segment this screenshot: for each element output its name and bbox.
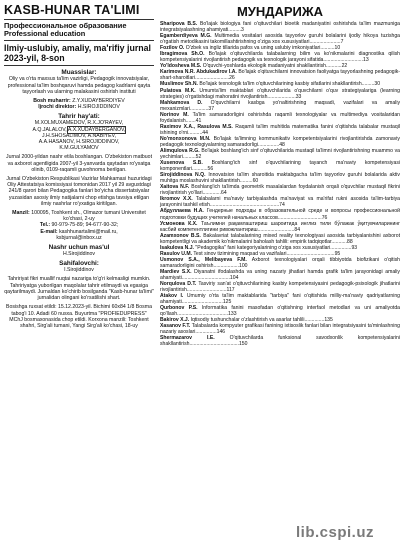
issue-number: 2023-yil, 8-son bbox=[4, 53, 65, 64]
toc-entry-author: Azamxonov B.S. bbox=[160, 232, 201, 239]
toc-entry[interactable] bbox=[160, 323, 400, 335]
toc-entry-title: Talabalarda kompyuter grafikasi fanining ixtisoslik fanlari bilan integratsiyasini ta'minlashning nazariy asoslari...............146 bbox=[160, 323, 400, 336]
toc-entry-author: Norqulova D.T. bbox=[160, 281, 197, 288]
email-label: E-mail: bbox=[40, 228, 58, 235]
toc-entry-author: Xaitova N.F. bbox=[160, 184, 190, 191]
toc-entry-title: Bo'lajak boshlang'ich sinf o'qituvchilarida mustaqil ta'limni rivojlantirishning muammo va yechimlari.........52 bbox=[160, 147, 400, 161]
toc-entry-author: Sharipova B.S. bbox=[160, 21, 198, 27]
toc-entry[interactable] bbox=[160, 221, 400, 233]
toc-entry-title: Multimedia vositalari asosida tayyorlov guruhi bolalarini ijodiy hikoya tuzishga o'rgatish metodikasini takomillashtirishning o'ziga xos xususiyatlari......................7 bbox=[160, 33, 401, 46]
toc-entry-author: Yo'ldosheva M.S. bbox=[160, 63, 202, 70]
toc-entry-title: O'qituvchilarda funksional savodxonlik kompetensiyalarini shakllantirish...................................150 bbox=[160, 335, 400, 348]
toc-entry-title: Bo'lajak o'qituvchilarda talabalarning bilim va ko'nikmalarini diagnostika qilish kompetensiyalarini rivojlantirish pedagogik va texnologik jarayoni sifatida............................13 bbox=[160, 51, 400, 64]
exec-name: H.SIROJIDDINOV bbox=[77, 104, 120, 111]
toc-entry[interactable] bbox=[160, 335, 400, 347]
toc-entry-title: Raqamli ta'lim muhitida matematika fanini o'qitishda talabalar mustaqil ishining o'rni..........44 bbox=[160, 123, 400, 136]
toc-entry-author: Sirojiddinova N.Q. bbox=[160, 172, 206, 179]
toc-entry-author: No'monxonova M.N. bbox=[160, 135, 211, 142]
toc-entry-author: Усмонова К.Х. bbox=[160, 220, 198, 227]
toc-entry-author: Shermazarov I.E. bbox=[160, 335, 215, 342]
issue-divider bbox=[4, 65, 154, 66]
contents-title: МУНДАРИЖА bbox=[236, 4, 324, 19]
toc-entry[interactable] bbox=[160, 281, 400, 293]
toc-entry-author: Norinov M. bbox=[160, 111, 189, 118]
address-line bbox=[4, 210, 154, 222]
board-header: Tahrir hay'ati: bbox=[58, 113, 100, 121]
toc-entry[interactable] bbox=[160, 160, 400, 172]
exec-line bbox=[4, 104, 154, 110]
board-line-5: K.M.GULYAMOV bbox=[59, 145, 99, 152]
toc-entry-title: "Pedagogika" fani kategoriyalarining o'ziga xos xususiyatlari...............93 bbox=[195, 244, 358, 251]
toc-entry-title: Diyanatni ifodalashda va uning nazariy jihatlari hamda grafik ta'lim jarayonidagi amaliy ahamiyati..................................104 bbox=[160, 268, 400, 281]
print-info: Bosishga ruxsat etildi: 15.12.2023-yil. Bichimi 60x84 1/8 Bosma tabog'i 10. Adadi 60 nusxa. Buyurtma "PROFIEDUPRESS" MChJ bosmaxonasida chop etildi. Korxona manzili: Toshkent shahri, Sirg'ali tumani, Yangi Sirg'ali ko'chasi, 18-uy bbox=[6, 304, 152, 329]
toc-entry-author: Абдуллаева Н.А. bbox=[160, 208, 204, 215]
toc-entry-author: Xasanov F.T. bbox=[160, 323, 191, 330]
toc-entry[interactable] bbox=[160, 305, 400, 317]
toc-entry-author: Ikromov X.X. bbox=[160, 196, 193, 203]
toc-entry[interactable] bbox=[160, 51, 400, 63]
toc-entry-author: Atakov I. bbox=[160, 293, 184, 300]
toc-entry-title: O'quvchi-yoshlarda ekologik madaniyatni shakllantirish...........22 bbox=[202, 63, 348, 70]
toc-entry[interactable] bbox=[160, 148, 400, 160]
toc-entry-author: Ibragimova Sh.O. bbox=[160, 51, 205, 58]
toc-entry-author: Mardiev S.X. bbox=[160, 268, 192, 275]
layout-name: I.Sirojiddinov bbox=[64, 267, 94, 274]
toc-entry[interactable] bbox=[160, 269, 400, 281]
toc-entry-author: Raximov X.A., Rasulova M.S. bbox=[160, 123, 233, 130]
tel-text: 90-979-75-89; 94-677-90-32; bbox=[51, 222, 119, 229]
toc-entry-title: Bo'lajak biologiya fani o'qituvchilari bioetik madaniyatini oshirishda ta'lim mazmuniga integratsiyalashning ahamiyati.........3 bbox=[160, 21, 400, 34]
toc-entry-author: Xusenova S.B. bbox=[160, 160, 203, 167]
toc-entry-author: Fozilov O. bbox=[160, 45, 185, 52]
subtitle-divider bbox=[4, 40, 154, 41]
toc-entry-author: Mahkamova D. bbox=[160, 99, 203, 106]
contents-column bbox=[160, 4, 400, 348]
subtitle-ru: Профессиональное образование bbox=[4, 21, 127, 30]
toc-entry-title: O'zbek va ingliz tillarida pafos va uning uslubiy imkoniyatlari..........10 bbox=[185, 45, 341, 52]
responsible-header: Nashr uchun mas'ul bbox=[48, 244, 110, 252]
toc-entry-author: Usmonov S.A., Melibayeva F.M. bbox=[160, 256, 247, 263]
toc-entry[interactable] bbox=[160, 196, 400, 208]
toc-entry-author: Egamberdiyeva M.G. bbox=[160, 33, 212, 40]
toc-entry[interactable] bbox=[160, 172, 400, 184]
toc-entry-title: Boshlang'ich ta'limda geometrik masalalardan foydalanish orqali o'quvchilar mustaqil fikrini rivojlantirish yo'llari.............64 bbox=[160, 184, 401, 197]
toc-entry-author: Karimova N.R. Abdukadirov I.A. bbox=[160, 69, 237, 76]
toc-entry-title: Umumiy o'rta ta'lim maktablarida "tarbiya" fani o'qitishida milliy-ma'naviy qadriyatlarning ahamiyati.............................125 bbox=[160, 293, 401, 306]
tel-label: Tel.: bbox=[39, 222, 51, 229]
toc-entry-author: Pulatova M.K. bbox=[160, 87, 196, 94]
board-line-3: J.H.SHOSALIMOV, A.NABIYEV, bbox=[42, 132, 116, 139]
toc-entry-author: Muslimov Sh.N. bbox=[160, 81, 198, 88]
toc-entry[interactable] bbox=[160, 100, 400, 112]
toc-entry[interactable] bbox=[160, 184, 400, 196]
toc-entry-author: Rasulov U.M. bbox=[160, 250, 192, 257]
toc-entry-title: Talabalarni ma'naviy tarbiyalashda ma'naviyat va ma'rifat rukni asosida ta'lim-tarbiya jarayonini tashkil etish.................................................74 bbox=[160, 196, 401, 209]
toc-entry-title: Ta'lim samaradorligini oshirishda raqamli texnologiyalar va multimediya vositalaridan foydalanish.......41 bbox=[160, 111, 400, 124]
toc-entry[interactable] bbox=[160, 208, 400, 220]
toc-entry-title: Test sinov tizimining maqsad va vazifalari..................................95 bbox=[193, 250, 341, 257]
editor-label: Bosh muharrir: bbox=[33, 98, 71, 105]
toc-entry-title: Iqtisodiy tushunchalar o'zlashtirish va asarlar tahlili..............135 bbox=[190, 317, 333, 324]
toc-entry-title: Umumta'lim maktablari o'qituvchilarida o'quvchilarni o'quv strategiyalariga (learning strategies) o'rgatishdagi mahoratini rivojlantirish....................33 bbox=[160, 87, 400, 100]
toc-entry-title: Bakalavriat talabalarining mixed reality texnologiyasi asosida tarbiyalanishini axborot kompetentligi va akademik ko'nikmalarini baholash tahlili: empirik tadqiqotlar...........88 bbox=[160, 232, 400, 245]
imprint-column bbox=[4, 4, 154, 329]
email-2[interactable]: ksbjurnal@inbox.uz bbox=[56, 234, 102, 241]
toc-entry-title: Bo'lajak o'qituvchilarni innovatsion faoliyatga tayyorlashning pedagogik-shart-sharoitlari........................26 bbox=[160, 69, 400, 82]
toc-entry-author: Isakulova N.J. bbox=[160, 244, 194, 251]
founders-header: Muassislar: bbox=[61, 69, 97, 77]
toc-entry-title: Innovatsion ta'lim sharoitida maktabgacha ta'lim tayyorlov guruhi bolalarida aktiv muhitga moslashuvini shakllantirish.........60 bbox=[160, 172, 400, 185]
toc-entry-title: Informatika fanini masofadan o'qitishning interfaol metodlari va uni amaliyotda qo'llash....................................133 bbox=[160, 305, 400, 318]
subtitle-en: Professional education bbox=[4, 29, 86, 39]
toc-entry[interactable] bbox=[160, 293, 400, 305]
toc-entry-author: Bakirov X.J. bbox=[160, 317, 190, 324]
editor-name: Z.Y.XUDAYBERDIYEV bbox=[72, 98, 125, 105]
toc-entry-author: Qurbonov P.S. bbox=[160, 305, 198, 312]
board-line-1: M.XOLMUXAMEDOV, R.X.JO'RAYEV, bbox=[34, 120, 124, 127]
address-label: Manzil: bbox=[12, 210, 30, 217]
watermark: lib.cspi.uz bbox=[296, 524, 375, 541]
founders-text: Oliy va o'rta maxsus ta'lim vazirligi, Pedagogik innovatsiyalar, professional ta'lim boshqaruvi hamda pedagog kadrlarni qayta tayyorlash va ularning malakasini oshirish instituti bbox=[7, 76, 151, 95]
disclaimer-text: Tahririyat fikri muallif nuqtai nazariga to'g'ri kelmasligi mumkin. Tahririyatga yuborilgan maqolalar tahrir etilmaydi va egasiga qaytarilmaydi. Jurnaldan ko'chirib bosilganda "Kasb-hunar ta'limi" jurnalidan olingani ko'rsatilishi shart. bbox=[4, 276, 154, 302]
responsible-name: H.Sirojiddinov bbox=[62, 251, 95, 258]
founded-text: Jurnal 2000-yildan nashr etila boshlangan. O'zbekiston matbuot va axborot agentligida 2007-yil 3-yanvarda qaytadan ro'yxatga olinib, 0109-raqamli guvohnoma berilgan. bbox=[5, 154, 153, 173]
toc-entry[interactable] bbox=[160, 112, 400, 124]
toc-entry-title: Boshlang'ich sinf o'quvchilarining tayanch ma'naviy kompetensiyasi komponentlari...........56 bbox=[160, 160, 400, 173]
toc-entry-title: Таълимни рақамлаштириш шароитида инглиз тили бўлажак ўқитувчиларининг касбий компетентлигини ривожлантириш..........................84 bbox=[160, 220, 400, 233]
toc-entry[interactable] bbox=[160, 257, 400, 269]
toc-entry-title: O'quvchilarni kasbga yo'naltirishning maqsadi, vazifalari va amaliy mexanizmlari.............37 bbox=[160, 99, 400, 112]
journal-type: Ilmiy-uslubiy, amaliy, ma'rifiy jurnal bbox=[4, 43, 151, 54]
layout-header: Sahifalovchi: bbox=[59, 260, 99, 268]
contents-list bbox=[160, 21, 400, 348]
toc-entry-title: Tasviriy san'at o'qituvchilarining kasbiy kompetensiyasini pedagogik-psixologik jihatlarini rivojlantirish............................117 bbox=[160, 281, 400, 294]
exec-label: Ijrochi direktor: bbox=[38, 104, 77, 111]
journal-title: KASB-HUNAR TA'LIMI bbox=[4, 3, 140, 17]
toc-entry[interactable] bbox=[160, 69, 400, 81]
address-text: 100095, Toshkent sh., Olmazor tumani Universitet ko'chasi, 2-uy bbox=[31, 210, 146, 223]
toc-entry[interactable] bbox=[160, 233, 400, 245]
toc-entry[interactable] bbox=[160, 21, 400, 33]
toc-entry[interactable] bbox=[160, 136, 400, 148]
board-name-jalalov: A.Q.JALALOV, bbox=[32, 126, 67, 133]
toc-entry-title: Bo'lajak texnologik ta'lim o'qituvchilarining kasbiy sifatlarini shakllantirish.........30 bbox=[199, 81, 381, 88]
toc-entry-title: Bo'lajak ta'limning kommunikativ kompetentsiyalarini rivojlantirishda zamonaviy pedagogik texnologiyalarning samaradorligi...............48 bbox=[160, 135, 400, 148]
title-divider bbox=[4, 19, 154, 20]
toc-entry-title: Гендерные подходы в образовательной среде и вопросы профессиональной подготовки будущих учителей начальных классов...............................76 bbox=[160, 208, 400, 221]
toc-entry[interactable] bbox=[160, 124, 400, 136]
toc-entry[interactable] bbox=[160, 33, 400, 45]
attestation-text: Jurnal O'zbekiston Respublikasi Vazirlar Mahkamasi huzuridagi Oliy Attestatsiya komissiyasi tomonidan 2017 yil 29 avgustdagi 241/8 qarori bilan Pedagogika fanlari bo'yicha dissertatsiyalar yuzasidan asosiy ilmiy natijalarni chop etishga tavsiya etilgan ilmiy nashrlar ro'yxatiga kiritilgan. bbox=[6, 176, 152, 207]
board-line-4: A.A.HASANOV, H.SIROJIDDINOV, bbox=[38, 139, 120, 146]
board-name-xudayberganov: A.X.XUDAYBERGANOV, bbox=[67, 126, 126, 133]
toc-entry-author: Alimqulova R.G. bbox=[160, 147, 200, 154]
email-1[interactable]: kashhunartalimi@mail.ru, bbox=[59, 228, 118, 235]
toc-entry-title: Axborot texnologiyalari orqali tibbiyotda biofizikani o'qitish samaradorligini oshirish..................100 bbox=[160, 256, 400, 269]
toc-entry[interactable] bbox=[160, 88, 400, 100]
